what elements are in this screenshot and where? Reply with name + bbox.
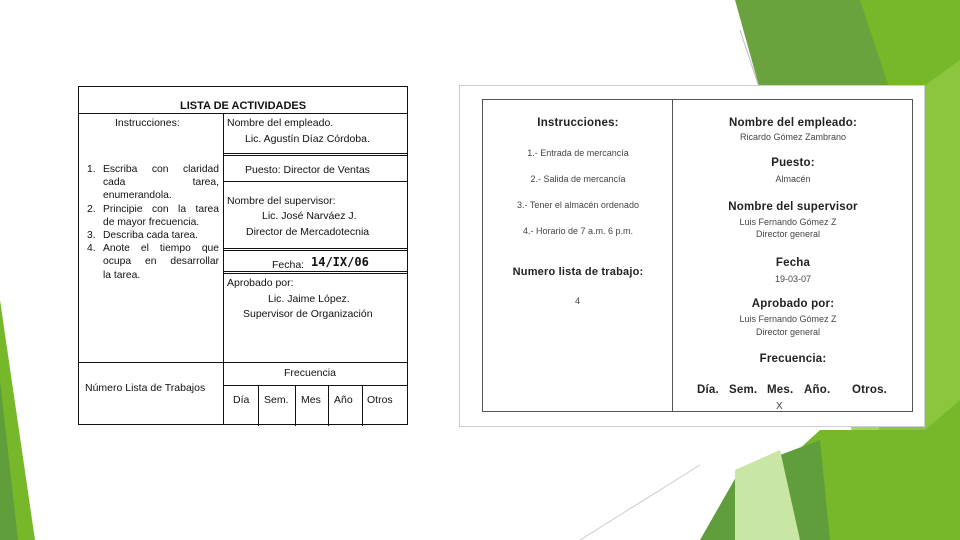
divider: [223, 250, 408, 251]
list-number-label: Número Lista de Trabajos: [85, 382, 206, 394]
frequency-option: Otros: [367, 394, 393, 406]
supervisor-name: Luis Fernando Gómez Z: [739, 217, 837, 227]
employee-label: Nombre del empleado.: [227, 117, 334, 129]
position-value: Almacén: [775, 174, 811, 184]
instructions-list: [87, 163, 219, 282]
instruction-item: 1.- Entrada de mercancía: [527, 148, 629, 158]
form-frame: [482, 99, 913, 412]
frequency-option: Sem.: [264, 394, 289, 406]
frequency-option: Sem.: [729, 384, 758, 396]
instruction-item: 4.- Horario de 7 a.m. 6 p.m.: [522, 226, 634, 236]
column-divider: [672, 100, 673, 411]
divider: [223, 155, 408, 156]
frequency-label: Frecuencia: [284, 367, 336, 379]
divider: [223, 273, 408, 274]
divider: [223, 271, 408, 272]
approved-title: Director general: [755, 327, 821, 337]
frequency-option: Año: [334, 394, 353, 406]
divider: [223, 181, 408, 182]
supervisor-name: Lic. José Narváez J.: [262, 210, 357, 222]
divider: [79, 362, 408, 363]
frequency-label: Frecuencia:: [759, 353, 827, 365]
activity-list-form: [78, 86, 408, 425]
cell-divider: [258, 386, 259, 426]
frequency-cells: [223, 385, 408, 426]
approved-label: Aprobado por:: [751, 298, 835, 310]
divider: [223, 248, 408, 249]
position-text: Puesto: Director de Ventas: [245, 164, 370, 176]
frequency-option: Año.: [804, 384, 831, 396]
date-label: Fecha:: [272, 259, 305, 271]
frequency-option: Día: [233, 394, 250, 406]
frequency-option: Mes.: [767, 384, 794, 396]
instruction-item: 4. Anote el tiempo que ocupa en desarrollar la tarea.: [87, 243, 219, 281]
approved-title: Supervisor de Organización: [243, 308, 373, 320]
supervisor-label: Nombre del supervisor:: [227, 195, 336, 207]
frequency-option: Mes: [301, 394, 321, 406]
approved-label: Aprobado por:: [227, 277, 294, 289]
divider: [223, 153, 408, 154]
supervisor-title: Director de Mercadotecnia: [246, 226, 370, 238]
form-title: LISTA DE ACTIVIDADES: [180, 100, 307, 112]
frequency-mark: X: [776, 401, 783, 412]
supervisor-title: Director general: [755, 229, 821, 239]
cell-divider: [328, 386, 329, 426]
date-value: 14/IX/06: [311, 255, 369, 269]
employee-name: Lic. Agustín Díaz Córdoba.: [245, 133, 370, 145]
cell-divider: [362, 386, 363, 426]
list-number-value: 4: [575, 296, 581, 306]
instruction-item: 2. Principie con la tarea de mayor frecuencia.: [87, 203, 219, 228]
instructions-header: Instrucciones:: [115, 117, 180, 129]
instruction-item: 3.- Tener el almacén ordenado: [517, 200, 639, 210]
cell-divider: [295, 386, 296, 426]
employee-label: Nombre del empleado:: [729, 117, 857, 129]
list-number-label: Numero lista de trabajo:: [512, 266, 644, 278]
instruction-item: 3. Describa cada tarea.: [87, 230, 199, 242]
employee-name: Ricardo Gómez Zambrano: [739, 132, 847, 142]
frequency-option: Otros.: [852, 384, 888, 396]
supervisor-label: Nombre del supervisor: [728, 201, 858, 213]
date-label: Fecha: [775, 257, 811, 269]
column-divider: [223, 114, 224, 362]
approved-name: Lic. Jaime López.: [268, 293, 350, 305]
date-value: 19-03-07: [774, 274, 812, 284]
form-title-row: [79, 87, 407, 114]
frequency-option: Día.: [697, 384, 719, 396]
instructions-header: Instrucciones:: [537, 117, 619, 129]
work-list-form: [460, 86, 924, 426]
approved-name: Luis Fernando Gómez Z: [739, 314, 837, 324]
instruction-item: 1. Escriba con claridad cada tarea, enumerandola.: [87, 164, 219, 202]
instruction-item: 2.- Salida de mercancía: [530, 174, 626, 184]
position-label: Puesto:: [771, 157, 815, 169]
